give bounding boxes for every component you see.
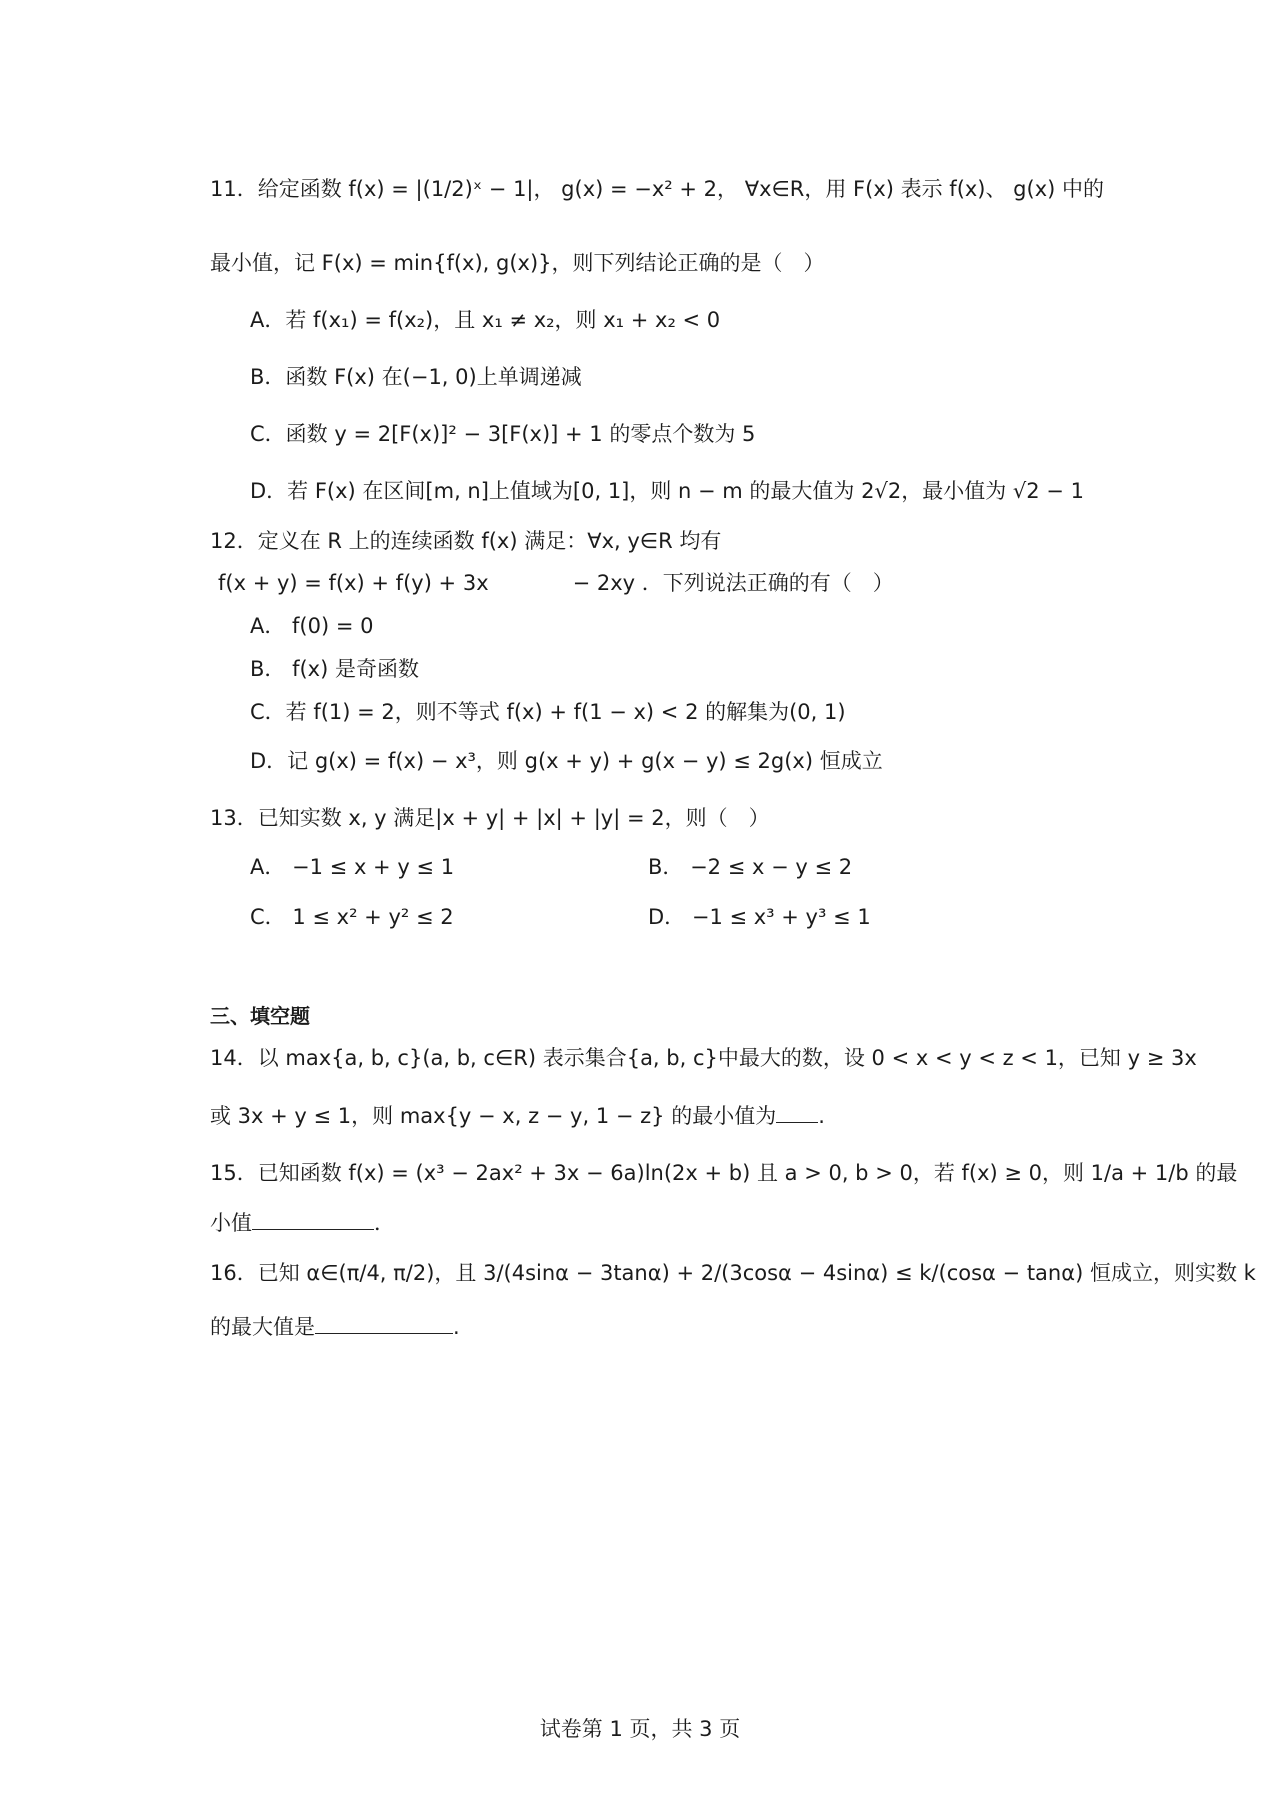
- q15-answer-blank: [252, 1207, 374, 1230]
- q13-option-b: B． −2 ≤ x − y ≤ 2: [648, 855, 853, 879]
- q16-line2: [210, 1311, 1140, 1342]
- q16-line1: 16．已知 α∈(π/4, π/2)，且 3/(4sinα − 3tanα) + 2/(3cosα − 4sinα) ≤ k/(cosα − tanα) 恒成立，则实数 k: [210, 1261, 1256, 1285]
- q14-line2: [210, 1100, 1140, 1131]
- section-title: 三、填空题: [210, 1004, 310, 1028]
- q13-option-c: C． 1 ≤ x² + y² ≤ 2: [250, 905, 454, 929]
- q15-line1: 15．已知函数 f(x) = (x³ − 2ax² + 3x − 6a)ln(2x + b) 且 a > 0, b > 0，若 f(x) ≥ 0，则 1/a + 1/b 的最: [210, 1161, 1238, 1185]
- q13-option-d: D． −1 ≤ x³ + y³ ≤ 1: [648, 905, 871, 929]
- q11-stem-line1: 11．给定函数 f(x) = |(1/2)ˣ − 1|， g(x) = −x² + 2， ∀x∈R，用 F(x) 表示 f(x)、 g(x) 中的: [210, 177, 1104, 201]
- q11-option-c: C．函数 y = 2[F(x)]² − 3[F(x)] + 1 的零点个数为 5: [250, 422, 756, 446]
- q15-line2-text: 小值: [210, 1211, 252, 1235]
- q12-stem-line1: 12．定义在 R 上的连续函数 f(x) 满足：∀x, y∈R 均有: [210, 529, 722, 553]
- q13-stem: 13．已知实数 x, y 满足|x + y| + |x| + |y| = 2，则（ ）: [210, 806, 770, 830]
- q11-option-b: B．函数 F(x) 在(−1, 0)上单调递减: [250, 365, 582, 389]
- q11-option-d: D．若 F(x) 在区间[m, n]上值域为[0, 1]，则 n − m 的最大值为 2√2，最小值为 √2 − 1: [250, 479, 1084, 503]
- q14-answer-blank: [776, 1100, 818, 1123]
- q16-line2-text: 的最大值是: [210, 1315, 315, 1339]
- q11-stem-line2: 最小值，记 F(x) = min{f(x), g(x)}，则下列结论正确的是（ ）: [210, 251, 825, 275]
- q16-answer-blank: [315, 1311, 453, 1334]
- q15-line2: [210, 1207, 1140, 1238]
- q14-line2-end: .: [818, 1104, 825, 1128]
- q12-stem-line2: f(x + y) = f(x) + f(y) + 3x − 2xy ．下列说法正确的有（ ）: [218, 571, 894, 595]
- q16-line2-end: .: [453, 1315, 460, 1339]
- q15-line2-end: ．: [374, 1211, 395, 1235]
- page-footer: 试卷第 1 页，共 3 页: [539, 1717, 741, 1741]
- q13-option-a: A． −1 ≤ x + y ≤ 1: [250, 855, 455, 879]
- q12-option-c: C．若 f(1) = 2，则不等式 f(x) + f(1 − x) < 2 的解集为(0, 1): [250, 700, 846, 724]
- q14-line1: 14．以 max{a, b, c}(a, b, c∈R) 表示集合{a, b, c}中最大的数，设 0 < x < y < z < 1，已知 y ≥ 3x: [210, 1046, 1197, 1070]
- q12-option-a: A． f(0) = 0: [250, 614, 374, 638]
- q12-option-d: D．记 g(x) = f(x) − x³，则 g(x + y) + g(x − y) ≤ 2g(x) 恒成立: [250, 749, 883, 773]
- q14-line2-text: 或 3x + y ≤ 1，则 max{y − x, z − y, 1 − z} 的最小值为: [210, 1104, 777, 1128]
- q12-option-b: B． f(x) 是奇函数: [250, 657, 419, 681]
- q11-option-a: A．若 f(x₁) = f(x₂)，且 x₁ ≠ x₂，则 x₁ + x₂ < 0: [250, 308, 721, 332]
